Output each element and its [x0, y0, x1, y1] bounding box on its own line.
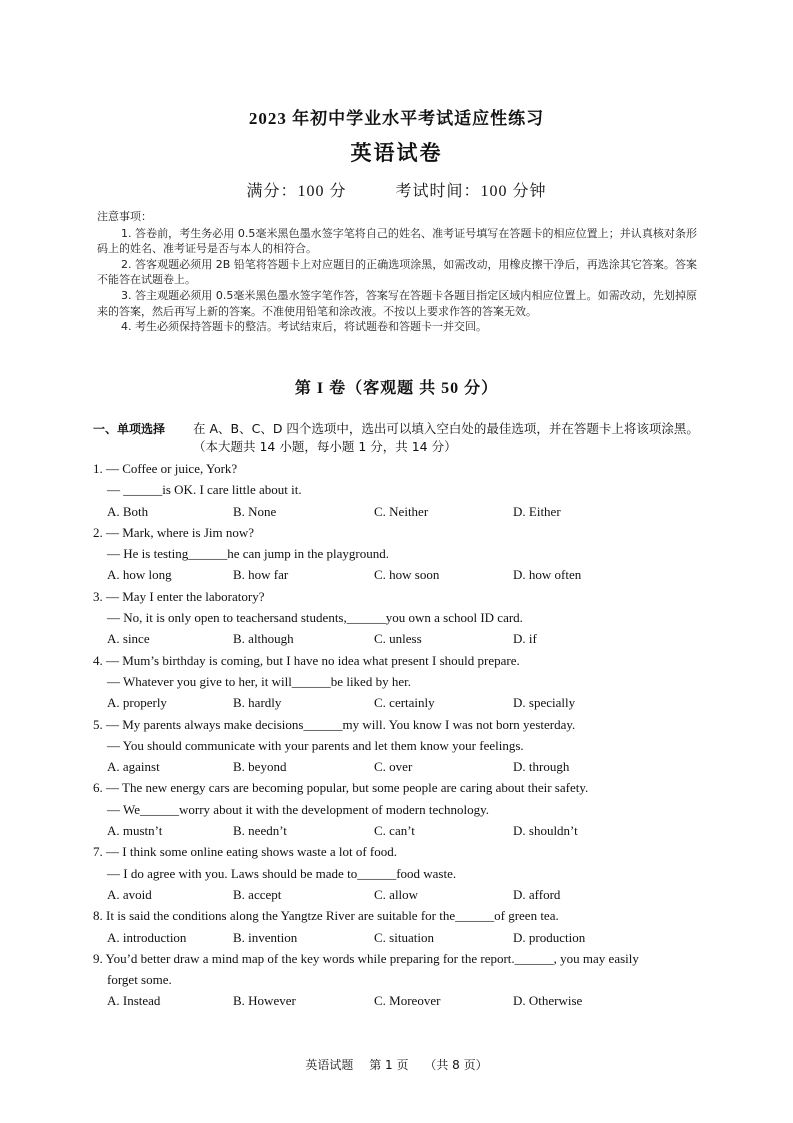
question-stem: 6. — The new energy cars are becoming popular, but some people are caring about their safety. — [93, 780, 589, 796]
exam-time: 考试时间：100 分钟 — [395, 183, 547, 200]
question-stem: 9. You’d better draw a mind map of the key words while preparing for the report.______, you may easily — [93, 950, 639, 966]
option-d: D. Either — [513, 503, 561, 519]
question-line: — He is testing______he can jump in the playground. — [107, 546, 389, 562]
option-c: C. how soon — [374, 567, 440, 583]
option-row — [93, 756, 703, 777]
option-c: C. over — [374, 759, 413, 775]
question-stem: 4. — Mum’s birthday is coming, but I have no idea what present I should prepare. — [93, 652, 520, 668]
option-d: D. shouldn’t — [513, 823, 578, 839]
option-c: C. unless — [374, 631, 422, 647]
option-b: B. None — [233, 503, 277, 519]
question-line: — I do agree with you. Laws should be made to______food waste. — [107, 865, 457, 881]
notes-heading: 注意事项： — [97, 210, 152, 223]
question-stem: 8. It is said the conditions along the Yangtze River are suitable for the______of green tea. — [93, 908, 559, 924]
option-d: D. through — [513, 759, 570, 775]
option-d: D. how often — [513, 567, 582, 583]
note-item: 4. 考生必须保持答题卡的整洁。考试结束后，将试题卷和答题卡一并交回。 — [121, 320, 487, 334]
full-score: 满分：100 分 — [246, 183, 347, 200]
option-row — [93, 884, 703, 905]
option-b: B. needn’t — [233, 823, 287, 839]
question-line: forget some. — [107, 972, 172, 988]
note-item: 1. 答卷前，考生务必用 0.5毫米黑色墨水签字笔将自己的姓名、准考证号填写在答题卡的相应位置上；并认真核对条形码上的姓名、准考证号是否与本人的相符合。 — [97, 226, 697, 256]
option-c: C. Moreover — [374, 993, 441, 1009]
question-line: — We______worry about it with the development of modern technology. — [107, 801, 490, 817]
option-c: C. certainly — [374, 695, 435, 711]
part-title: 第 I 卷（客观题 共 50 分） — [294, 380, 499, 397]
question-item — [93, 948, 703, 1012]
question-item — [93, 522, 703, 586]
section-header — [93, 420, 703, 456]
option-c: C. can’t — [374, 823, 415, 839]
option-b: B. beyond — [233, 759, 287, 775]
option-a: A. avoid — [107, 886, 152, 902]
question-list — [93, 458, 703, 1012]
footer-total: （共 8 页） — [424, 1058, 488, 1072]
question-stem: 7. — I think some online eating shows waste a lot of food. — [93, 844, 398, 860]
option-d: D. afford — [513, 886, 561, 902]
option-row — [93, 692, 703, 713]
option-row — [93, 501, 703, 522]
option-a: A. Both — [107, 503, 149, 519]
footer-page: 第 1 页 — [369, 1058, 409, 1072]
option-b: B. However — [233, 993, 296, 1009]
option-a: A. since — [107, 631, 150, 647]
note-item: 2. 答客观题必须用 2B 铅笔将答题卡上对应题目的正确选项涂黑，如需改动，用橡皮擦干净后，再选涂其它答案。答案不能答在试题卷上。 — [97, 257, 697, 287]
page-footer — [0, 1056, 793, 1073]
option-a: A. properly — [107, 695, 167, 711]
option-c: C. situation — [374, 929, 434, 945]
option-a: A. introduction — [107, 929, 187, 945]
option-row — [93, 628, 703, 649]
footer-subject: 英语试题 — [305, 1058, 354, 1072]
question-item — [93, 714, 703, 778]
question-stem: 3. — May I enter the laboratory? — [93, 588, 265, 604]
option-a: A. how long — [107, 567, 172, 583]
section-instruction: 在 A、B、C、D 四个选项中，选出可以填入空白处的最佳选项，并在答题卡上将该项涂黑。（本大题共 14 小题，每小题 1 分，共 14 分） — [193, 421, 699, 454]
question-item — [93, 777, 703, 841]
option-d: D. if — [513, 631, 537, 647]
question-line: — ______is OK. I care little about it. — [107, 482, 302, 498]
exam-title: 2023 年初中学业水平考试适应性练习 — [248, 109, 545, 128]
question-item — [93, 905, 703, 948]
question-item — [93, 458, 703, 522]
option-b: B. how far — [233, 567, 289, 583]
option-a: A. Instead — [107, 993, 161, 1009]
option-row — [93, 820, 703, 841]
option-a: A. against — [107, 759, 160, 775]
question-item — [93, 650, 703, 714]
question-line: — Whatever you give to her, it will______be liked by her. — [107, 673, 411, 689]
option-b: B. hardly — [233, 695, 282, 711]
question-stem: 5. — My parents always make decisions______my will. You know I was not born yesterday. — [93, 716, 576, 732]
question-stem: 2. — Mark, where is Jim now? — [93, 524, 255, 540]
option-row — [93, 927, 703, 948]
section-label: 一、单项选择 — [93, 422, 166, 436]
exam-subject: 英语试卷 — [350, 141, 443, 165]
option-a: A. mustn’t — [107, 823, 163, 839]
notes — [97, 209, 697, 335]
option-d: D. Otherwise — [513, 993, 583, 1009]
option-d: D. specially — [513, 695, 576, 711]
option-d: D. production — [513, 929, 586, 945]
option-row — [93, 564, 703, 585]
option-b: B. accept — [233, 886, 282, 902]
question-line: — You should communicate with your parents and let them know your feelings. — [107, 737, 524, 753]
question-stem: 1. — Coffee or juice, York? — [93, 461, 238, 476]
option-b: B. although — [233, 631, 294, 647]
question-item — [93, 586, 703, 650]
option-c: C. Neither — [374, 503, 429, 519]
option-row — [93, 990, 703, 1011]
option-b: B. invention — [233, 929, 298, 945]
question-item — [93, 841, 703, 905]
question-line: — No, it is only open to teachersand students,______you own a school ID card. — [107, 610, 523, 626]
exam-meta — [0, 178, 793, 201]
option-c: C. allow — [374, 886, 419, 902]
note-item: 3. 答主观题必须用 0.5毫米黑色墨水签字笔作答，答案写在答题卡各题目指定区域内相应位置上。如需改动，先划掉原来的答案，然后再写上新的答案。不准使用铅笔和涂改液。不按以上要求作答的答案无效。 — [97, 288, 697, 318]
